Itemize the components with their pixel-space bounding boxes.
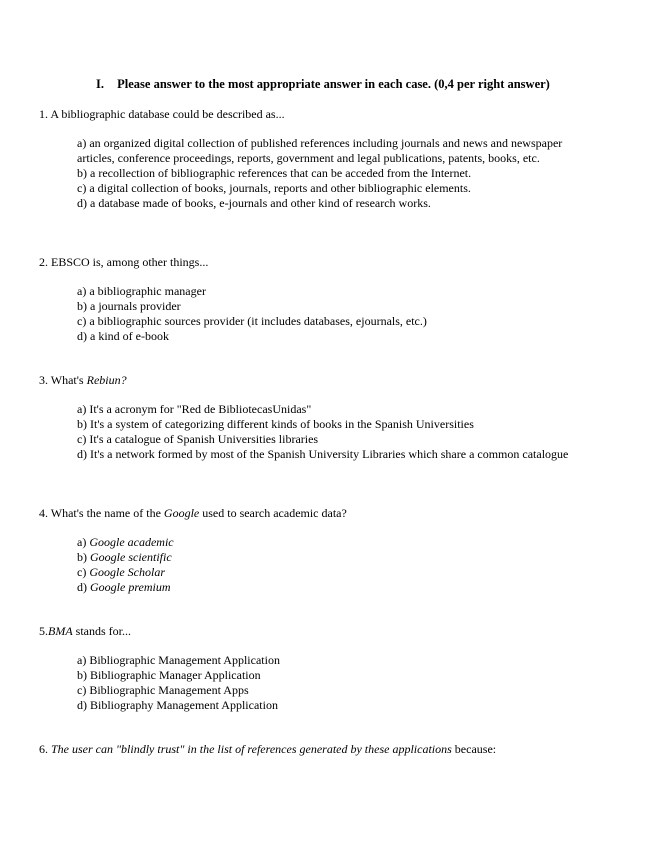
- question-2: [39, 255, 208, 270]
- option-c: c) It's a catalogue of Spanish Universities libraries: [77, 432, 319, 446]
- option-d: d) Bibliography Management Application: [77, 698, 278, 712]
- question-5-options: [77, 653, 575, 713]
- option-a: [77, 535, 575, 550]
- option-letter: a): [77, 535, 90, 549]
- option-b: b) Bibliographic Manager Application: [77, 668, 261, 682]
- option-text: Google premium: [90, 580, 171, 594]
- option-c: [77, 565, 575, 580]
- section-instructions: Please answer to the most appropriate answer in each case. (0,4 per right answer): [117, 77, 550, 91]
- option-b: [77, 550, 575, 565]
- option-b: b) a journals provider: [77, 299, 181, 313]
- question-5: [39, 624, 131, 639]
- option-letter: c): [77, 565, 90, 579]
- question-3: [39, 373, 127, 388]
- option-b: b) a recollection of bibliographic references that can be acceded from the Internet.: [77, 166, 472, 180]
- question-emphasis: Rebiun?: [86, 373, 127, 387]
- question-text: 4. What's the name of the: [39, 506, 164, 520]
- question-6: [39, 742, 496, 757]
- section-number: I.: [96, 77, 104, 91]
- question-text: 2. EBSCO is, among other things...: [39, 255, 209, 269]
- option-letter: b): [77, 550, 90, 564]
- section-heading: [96, 77, 550, 92]
- option-c: c) Bibliographic Management Apps: [77, 683, 249, 697]
- question-text: 6.: [39, 742, 51, 756]
- option-a: a) Bibliographic Management Application: [77, 653, 280, 667]
- option-a: a) a bibliographic manager: [77, 284, 206, 298]
- option-c: c) a digital collection of books, journals, reports and other bibliographic elements.: [77, 181, 471, 195]
- option-b: b) It's a system of categorizing different kinds of books in the Spanish Universities: [77, 417, 474, 431]
- option-d: [77, 580, 575, 595]
- option-d: d) a kind of e-book: [77, 329, 169, 343]
- question-suffix: because:: [451, 742, 497, 756]
- option-text: Google academic: [89, 535, 174, 549]
- question-2-options: [77, 284, 575, 344]
- question-4: [39, 506, 347, 521]
- question-text: 3. What's: [39, 373, 87, 387]
- option-text: Google Scholar: [89, 565, 165, 579]
- option-d: d) a database made of books, e-journals and other kind of research works.: [77, 196, 431, 210]
- question-emphasis: Google: [163, 506, 200, 520]
- question-3-options: [77, 402, 575, 462]
- question-1: [39, 107, 285, 122]
- question-emphasis: The user can "blindly trust" in the list of references generated by these applications: [51, 742, 452, 756]
- question-text: 5.: [39, 624, 48, 638]
- option-text: Google scientific: [90, 550, 172, 564]
- question-emphasis: BMA: [48, 624, 73, 638]
- question-text: 1. A bibliographic database could be described as...: [39, 107, 285, 121]
- question-4-options: [77, 535, 575, 595]
- question-1-options: [77, 136, 575, 211]
- option-d: d) It's a network formed by most of the Spanish University Libraries which share a common catalogue: [77, 447, 569, 461]
- option-a: a) an organized digital collection of published references including journals and news and newspaper articles, conference proceedings, reports, government and legal publications, patents, books, etc.: [77, 136, 563, 165]
- option-c: c) a bibliographic sources provider (it includes databases, ejournals, etc.): [77, 314, 427, 328]
- question-suffix: used to search academic data?: [199, 506, 347, 520]
- option-a: a) It's a acronym for "Red de BibliotecasUnidas": [77, 402, 312, 416]
- question-suffix: stands for...: [72, 624, 131, 638]
- option-letter: d): [77, 580, 90, 594]
